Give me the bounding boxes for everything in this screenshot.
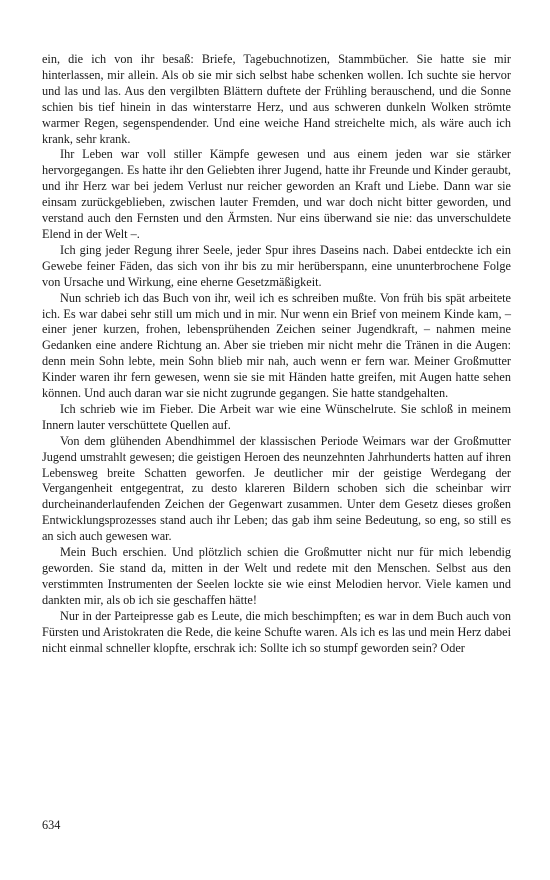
paragraph: Nur in der Parteipresse gab es Leute, die mich beschimpften; es war in dem Buch auch von Fürsten und Aristokraten die Rede, die keine Schufte waren. Als ich es las und mein Herz dabei nicht einmal schneller klopfte, erschrak ich: Sollte ich so stumpf geworden sein? Oder <box>42 608 511 655</box>
paragraph: Nun schrieb ich das Buch von ihr, weil ich es schreiben mußte. Von früh bis spät arbeitete ich. Es war dabei sehr still um mich und in mir. Nur wenn ein Brief von meinem Kinde kam, – einer jener kurzen, frohen, lebensprühenden Zeichen seiner Jugendkraft, – nahmen meine Gedanken eine andere Richtung an. Aber sie trieben mir nicht mehr die Tränen in die Augen: denn mein Sohn lebte, mein Sohn blieb mir nah, auch wenn er fern war. Meiner Großmutter Kinder waren ihr fern gewesen, wenn sie sie mit Händen hatte greifen, mit Augen hatte sehen können. Und auch daran war sie nicht zugrunde gegangen. Sie hatte standgehalten. <box>42 290 511 401</box>
paragraph-continued: ein, die ich von ihr besaß: Briefe, Tagebuchnotizen, Stammbücher. Sie hatte sie mir hinterlassen, mir allein. Als ob sie mir sich selbst habe schenken wollen. Ich suchte sie hervor und las und las. Aus den vergilbten Blättern duftete der Frühling berauschend, und die Sonne schien bis tief hinein in das winterstarre Herz, und aus schweren dunkeln Wolken strömte warmer Regen, segenspendender. Und eine weiche Hand streichelte mich, als wäre auch ich krank, sehr krank. <box>42 52 511 146</box>
paragraph: Mein Buch erschien. Und plötzlich schien die Großmutter nicht nur für mich lebendig geworden. Sie stand da, mitten in der Welt und redete mit den Menschen. Selbst aus den verstimmten Instrumenten der Seelen lockte sie wie einst Melodien hervor. Viele kamen und dankten mir, als ob ich sie geschaffen hätte! <box>42 545 511 607</box>
paragraph: Ich schrieb wie im Fieber. Die Arbeit war wie eine Wünschelrute. Sie schloß in meinem Innern lauter verschüttete Quellen auf. <box>42 401 511 432</box>
paragraph: Ich ging jeder Regung ihrer Seele, jeder Spur ihres Daseins nach. Dabei entdeckte ich ein Gewebe feiner Fäden, das sich von ihr bis zu mir herüberspann, eine ununterbrochene Folge von Ursache und Wirkung, eine eherne Gesetzmäßigkeit. <box>42 242 511 289</box>
body-text <box>42 52 511 656</box>
paragraph: Ihr Leben war voll stiller Kämpfe gewesen und aus einem jeden war sie stärker hervorgegangen. Es hatte ihr den Geliebten ihrer Jugend, hatte ihr Freunde und Kinder geraubt, und ihr Herz war bei jedem Verlust nur reicher geworden an Kraft und Liebe. Dann war sie einsam zurückgeblieben, zwischen lauter Fremden, und war doch nicht bitter geworden, und verstand auch den Fernsten und den Ärmsten. Nur eins überwand sie nie: das unverschuldete Elend in der Welt –. <box>42 147 511 241</box>
page-number: 634 <box>42 818 61 832</box>
paragraph: Von dem glühenden Abendhimmel der klassischen Periode Weimars war der Großmutter Jugend umstrahlt gewesen; die geistigen Heroen des neunzehnten Jahrhunderts hatten auf ihren Lebensweg breite Schatten geworfen. Je deutlicher mir der geistige Werdegang der Vergangenheit entgegentrat, zu desto klareren Bildern schoben sich die scheinbar wirr durcheinanderlaufenden Zeichen der Gegenwart zusammen. Unter dem Gesetz dieses großen Entwicklungsprozesses stand auch ihr Leben; das gab ihm seine Bedeutung, so eng, so still es an sich auch gewesen war. <box>42 433 511 544</box>
